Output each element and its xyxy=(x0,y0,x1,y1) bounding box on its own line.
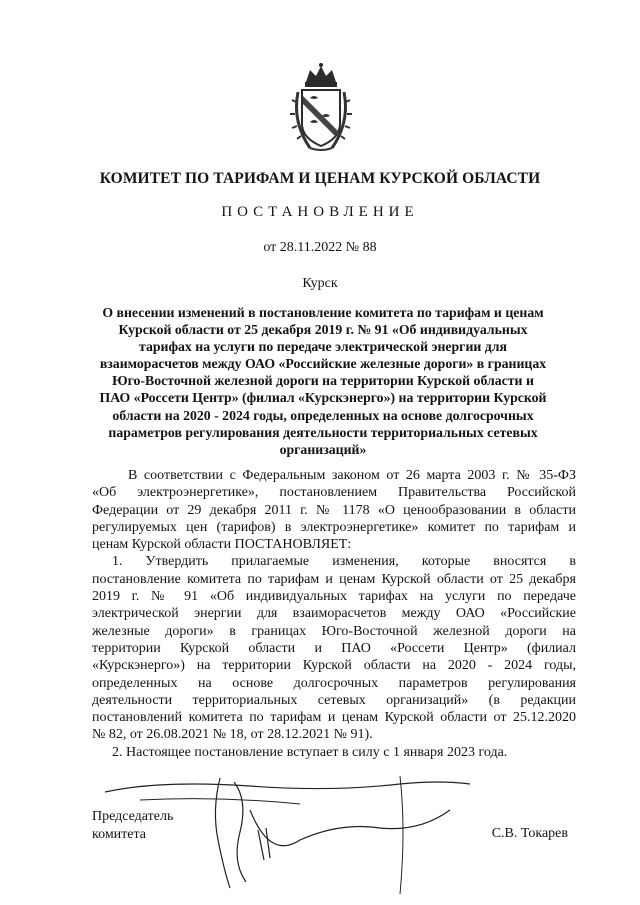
committee-name: КОМИТЕТ ПО ТАРИФАМ И ЦЕНАМ КУРСКОЙ ОБЛАСТИ xyxy=(99,170,541,187)
title-line: тарифах на услуги по передаче электрической энергии для xyxy=(139,339,507,355)
resolution-body xyxy=(92,467,576,761)
title-line: О внесении изменений в постановление комитета по тарифам и ценам xyxy=(102,305,544,320)
body-line: 2019 г. № 91 «Об индивидуальных тарифах на услуги по передаче xyxy=(92,589,576,605)
body-line: ценам Курской области ПОСТАНОВЛЯЕТ: xyxy=(92,537,352,553)
signatory-name: С.В. Токарев xyxy=(491,826,568,841)
signatory-role-line: Председатель xyxy=(92,809,174,824)
body-line: деятельности территориальных сетевых организаций» (в редакции xyxy=(92,692,576,708)
body-line: железные дороги» в границах Юго-Восточной железной дороги на xyxy=(92,623,576,639)
body-line: № 82, от 26.08.2021 № 18, от 28.12.2021 № 91). xyxy=(92,727,373,743)
body-line: Федерации от 29 декабря 2011 г. № 1178 «О ценообразовании в области xyxy=(92,502,576,518)
title-line: ПАО «Россети Центр» (филиал «Курскэнерго») на территории Курской xyxy=(99,390,547,406)
body-line: электрической энергии для взаиморасчетов между ОАО «Российские xyxy=(92,606,576,622)
body-line: «Об электроэнергетике», постановлением Правительства Российской xyxy=(92,485,576,501)
city: Курск xyxy=(302,276,338,291)
title-line: Юго-Восточной железной дороги на территории Курской области и xyxy=(112,373,534,389)
title-line: организаций» xyxy=(279,441,367,457)
resolution-title xyxy=(88,304,558,458)
body-line: определенных на основе долгосрочных параметров регулирования xyxy=(92,675,576,691)
title-line: Курской области от 25 декабря 2019 г. № 91 «Об индивидуальных xyxy=(118,322,528,338)
signatory-role-line: комитета xyxy=(92,827,147,842)
body-line: регулируемых цен (тарифов) в электроэнергетике» комитет по тарифам и xyxy=(92,519,576,535)
body-line: 2. Настоящее постановление вступает в силу с 1 января 2023 года. xyxy=(112,744,508,760)
date-and-number: от 28.11.2022 № 88 xyxy=(263,240,377,255)
kursk-coat-of-arms-icon xyxy=(288,62,354,154)
body-line: 1. Утвердить прилагаемые изменения, которые вносятся в xyxy=(112,554,576,570)
title-line: взаиморасчетов между ОАО «Российские железные дороги» в границах xyxy=(99,356,547,372)
title-line: параметров регулирования деятельности территориальных сетевых xyxy=(108,424,538,440)
body-line: «Курскэнерго») на территории Курской области на 2020 - 2024 годы, xyxy=(92,658,576,674)
document-type: ПОСТАНОВЛЕНИЕ xyxy=(221,204,419,220)
body-line: постановлений комитета по тарифам и ценам Курской области от 25.12.2020 xyxy=(92,710,576,726)
body-line: территории Курской области и ПАО «Россети Центр» (филиал xyxy=(92,640,576,656)
body-line: постановление комитета по тарифам и ценам Курской области от 25 декабря xyxy=(92,571,576,587)
signatory-role xyxy=(92,808,173,844)
body-line: В соответствии с Федеральным законом от 26 марта 2003 г. № 35-ФЗ xyxy=(128,468,576,483)
title-line: области на 2020 - 2024 годы, определенных на основе долгосрочных xyxy=(112,407,534,423)
